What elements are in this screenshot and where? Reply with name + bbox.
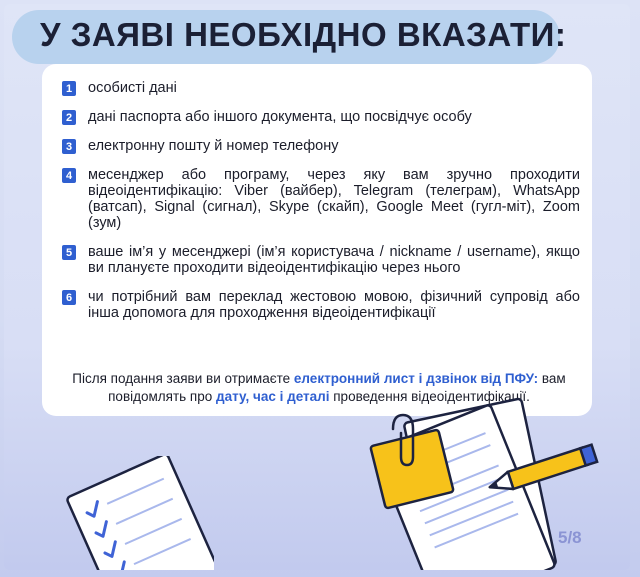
infographic-slide: [4, 4, 630, 570]
item-number-badge: 3: [62, 139, 76, 154]
item-text: чи потрібний вам переклад жестовою мовою, фізичний супровід або інша допомога для проходження відеоідентифікації: [88, 289, 580, 321]
item-number-badge: 4: [62, 168, 76, 183]
item-number-badge: 1: [62, 81, 76, 96]
item-text: особисті дані: [88, 80, 177, 96]
note-text: вам повідомлять про: [108, 370, 566, 404]
page-title: У ЗАЯВІ НЕОБХІДНО ВКАЗАТИ:: [40, 16, 567, 53]
list-item: [62, 80, 580, 96]
list-item: [62, 289, 580, 321]
item-number-badge: 5: [62, 245, 76, 260]
document-with-checkmarks-icon: [44, 456, 214, 570]
list-item: [62, 167, 580, 231]
requirements-list: [62, 80, 580, 334]
item-text: ваше ім’я у месенджері (ім’я користувача / nickname / username), якщо ви плануєте проходити відеоідентифікацію через нього: [88, 244, 580, 276]
item-text: електронну пошту й номер телефону: [88, 138, 339, 154]
note-highlight-date-time: дату, час і деталі: [216, 388, 330, 404]
content-card: [42, 64, 592, 416]
list-item: [62, 109, 580, 125]
item-text: месенджер або програму, через яку вам зручно проходити відеоідентифікацію: Viber (вайбер), Telegram (телеграм), WhatsApp (ватсап), Signal (сигнал), Skype (скайп), Google Meet (гугл-міт), Zoom (зум): [88, 167, 580, 231]
note-text: Після подання заяви ви отримаєте: [72, 370, 294, 386]
page-number: 5/8: [558, 528, 582, 547]
item-number-badge: 2: [62, 110, 76, 125]
item-text: дані паспорта або іншого документа, що посвідчує особу: [88, 109, 472, 125]
list-item: [62, 138, 580, 154]
list-item: [62, 244, 580, 276]
note-text: проведення відеоідентифікації.: [329, 388, 530, 404]
item-number-badge: 6: [62, 290, 76, 305]
note-highlight-email-call: електронний лист і дзвінок від ПФУ:: [293, 370, 539, 386]
